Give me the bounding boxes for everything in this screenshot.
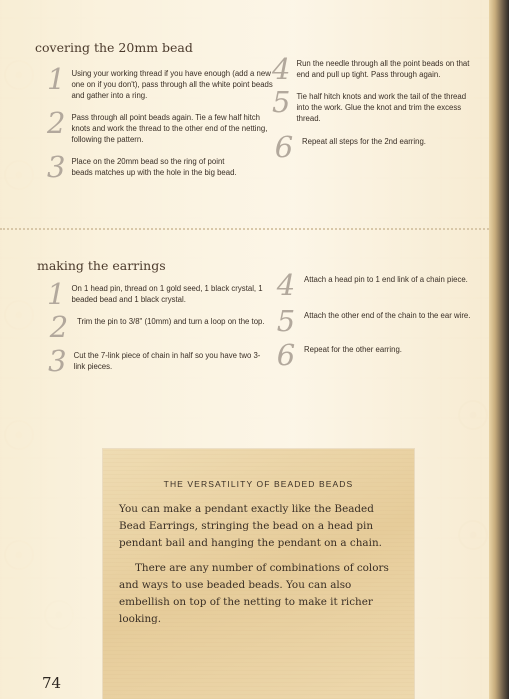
step-number: 2 (47, 106, 66, 140)
sidebar-box (103, 449, 414, 699)
earrings-step-4 (274, 268, 484, 302)
sidebar-paragraph: There are any number of combinations of colors and ways to use beaded beads. You can also embellish on top of the netting to make it richer looking. (119, 562, 389, 625)
step-text: Repeat all steps for the 2nd earring. (302, 137, 426, 146)
step-text: Trim the pin to 3/8" (10mm) and turn a loop on the top. (77, 317, 265, 326)
step-number: 1 (47, 277, 66, 311)
covering-step-6 (272, 130, 472, 164)
covering-step-2 (47, 106, 275, 145)
covering-step-4 (272, 52, 480, 86)
step-text: Pass through all point beads again. Tie a few half hitch knots and work the thread to the other end of the netting, following the pattern. (71, 113, 268, 144)
covering-step-3 (47, 150, 247, 184)
dotted-divider (0, 228, 489, 230)
sidebar-heading: THE VERSATILITY OF BEADED BEADS (163, 479, 354, 489)
earrings-step-6 (274, 338, 474, 372)
step-number: 6 (274, 130, 294, 164)
step-number: 1 (47, 62, 66, 96)
step-number: 3 (48, 344, 67, 378)
step-text: Using your working thread if you have enough (add a new one on if you don't), pass through all the white point beads and gather into a ring. (71, 69, 273, 100)
book-gutter (489, 0, 509, 699)
step-number: 5 (272, 85, 291, 119)
step-text: Cut the 7-link piece of chain in half so you have two 3-link pieces. (73, 351, 261, 371)
step-text: Attach the other end of the chain to the ear wire. (304, 311, 471, 320)
page-number: 74 (42, 674, 62, 692)
earrings-step-3 (47, 344, 267, 378)
step-text: Tie half hitch knots and work the tail of the thread into the work. Glue the knot and trim the excess thread. (296, 92, 467, 123)
section-title-earrings: making the earrings (37, 258, 166, 273)
covering-step-5 (272, 85, 472, 124)
step-text: Place on the 20mm bead so the ring of point beads matches up with the hole in the big bead. (71, 157, 237, 177)
section-title-covering: covering the 20mm bead (35, 40, 193, 55)
sidebar-paragraph: You can make a pendant exactly like the Beaded Bead Earrings, stringing the bead on a head pin pendant bail and hanging the pendant on a chain. (119, 503, 382, 549)
step-number: 4 (276, 268, 296, 302)
step-number: 5 (276, 304, 296, 338)
earrings-step-5 (274, 304, 474, 338)
step-number: 6 (276, 338, 296, 372)
step-text: Repeat for the other earring. (304, 345, 402, 354)
covering-step-1 (47, 62, 275, 101)
step-number: 2 (49, 310, 69, 344)
step-text: Run the needle through all the point beads on that end and pull up tight. Pass through again. (296, 59, 470, 79)
step-text: On 1 head pin, thread on 1 gold seed, 1 black crystal, 1 beaded bead and 1 black crystal. (71, 284, 263, 304)
earrings-step-2 (47, 310, 267, 344)
earrings-step-1 (47, 277, 267, 311)
step-number: 3 (47, 150, 66, 184)
step-number: 4 (272, 52, 291, 86)
step-text: Attach a head pin to 1 end link of a chain piece. (304, 275, 468, 284)
